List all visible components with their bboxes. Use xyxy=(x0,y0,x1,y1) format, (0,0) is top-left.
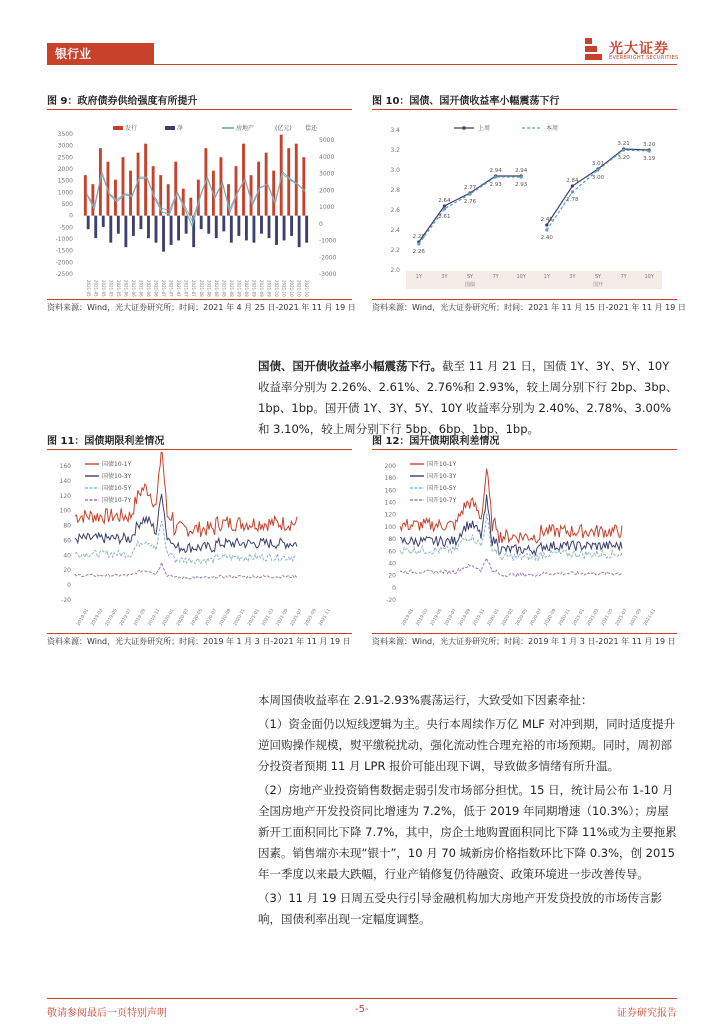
f12-legend-label: 国开10-7Y xyxy=(427,497,457,504)
f12-x-tick: 2019-07 xyxy=(444,608,458,627)
fig9-bar-issue xyxy=(167,184,170,216)
fig10-x-tick: 5Y xyxy=(594,274,602,280)
fig10-data-label: 2.93 xyxy=(489,182,502,188)
fig9-title-rule xyxy=(47,109,352,110)
fig11-title-rule xyxy=(47,449,352,450)
f12-x-tick: 2019-05 xyxy=(429,608,444,627)
f11-x-tick: 2021-01 xyxy=(247,608,261,627)
f12-y-tick: 120 xyxy=(384,511,396,519)
fig9-source-rule xyxy=(47,299,352,300)
fig10-x-tick: 5Y xyxy=(466,274,474,280)
fig10-x-tick: 7Y xyxy=(620,274,627,280)
fig10-y-tick: 3.2 xyxy=(390,147,400,154)
fig9-x-tick: 2021-08 xyxy=(221,280,227,297)
paragraph-yields-lead: 国债、国开债收益率小幅震荡下行。 xyxy=(258,359,442,373)
f12-x-tick: 2021-07 xyxy=(614,608,629,627)
fig9-bar-issue xyxy=(287,148,290,216)
fig12-title: 图 12：国开债期限利差情况 xyxy=(372,436,500,447)
paragraph-yields xyxy=(258,356,678,440)
fig10-y-tick: 2.2 xyxy=(390,247,400,254)
fig9-bar-repay xyxy=(253,216,256,243)
fig10-data-label: 3.20 xyxy=(617,155,630,161)
fig9-bar-repay xyxy=(177,216,180,241)
f11-legend-label: 国债10-1Y xyxy=(102,461,132,468)
fig9-x-tick: 2021-07 xyxy=(161,280,167,297)
fig9-x-tick: 2021-05 xyxy=(93,280,99,297)
fig9-x-tick: 2021-07 xyxy=(183,280,189,297)
fig9-x-tick: 2021-07 xyxy=(176,280,182,297)
fig9-x-tick: 2021-10 xyxy=(281,280,287,297)
fig10-x-tick: 10Y xyxy=(516,274,526,280)
fig10-point xyxy=(545,223,548,226)
fig9-bar-issue xyxy=(189,198,192,216)
fig10-source: 资料来源：Wind，光大证券研究所；时间：2021 年 11 月 15 日-2021 年 11 月 19 日 xyxy=(372,303,686,312)
fig9-bar-repay xyxy=(200,216,203,230)
fig10-point xyxy=(648,149,651,152)
fig10-data-label: 2.26 xyxy=(412,249,425,255)
f12-y-tick: 40 xyxy=(388,560,396,568)
f11-x-tick: 2021-05 xyxy=(275,608,290,627)
legend-marker-lastweek xyxy=(462,126,466,130)
fig9-bar-repay xyxy=(268,216,271,239)
f11-y-tick: 80 xyxy=(63,522,71,530)
fig10-data-label: 2.84 xyxy=(566,178,579,184)
fig10-x-tick: 7Y xyxy=(492,274,499,280)
fig9-bar-repay xyxy=(245,216,248,241)
footer-disclaimer: 敬请参阅最后一页特别声明 xyxy=(47,1008,167,1019)
f11-legend-label: 国债10-3Y xyxy=(102,473,132,480)
fig9-bar-repay xyxy=(185,216,188,234)
fig10-y-tick: 3.0 xyxy=(390,167,400,174)
fig10-data-label: 2.61 xyxy=(438,214,451,220)
fig10-y-tick: 2.4 xyxy=(390,227,400,234)
f11-x-tick: 2021-07 xyxy=(289,608,304,627)
fig10-x-tick: 3Y xyxy=(569,274,576,280)
fig9-x-tick: 2021-07 xyxy=(191,280,197,297)
f11-y-tick: 160 xyxy=(59,463,71,470)
fig10-point xyxy=(494,175,497,178)
fig9-x-tick: 2021-08 xyxy=(206,280,212,297)
fig10-point xyxy=(571,190,574,193)
fig10-point xyxy=(417,242,420,245)
fig11-chart xyxy=(47,452,352,634)
fig9-left-tick: -1000 xyxy=(55,236,73,243)
fig9-bar-issue xyxy=(272,171,275,216)
fig9-x-tick: 2021-09 xyxy=(266,280,272,297)
fig10-point xyxy=(520,175,523,178)
header-rule xyxy=(47,64,677,65)
f12-series-line xyxy=(400,558,622,576)
fig9-x-tick: 2021-06 xyxy=(130,280,136,297)
section-tag: 银行业 xyxy=(47,43,154,65)
f12-y-tick: 160 xyxy=(384,487,396,495)
fig10-data-label: 3.21 xyxy=(617,141,630,147)
fig9-bar-issue xyxy=(182,189,185,216)
footer-rule xyxy=(47,998,677,999)
fig9-right-tick: 1000 xyxy=(319,204,335,211)
fig9-x-tick: 2021-05 xyxy=(108,280,114,297)
f12-y-tick: 180 xyxy=(384,475,396,483)
legend-swatch-net xyxy=(165,126,175,130)
f11-x-tick: 2020-01 xyxy=(161,608,176,627)
fig9-left-tick: 1500 xyxy=(57,177,73,185)
fig10-group-label: 国开 xyxy=(592,282,604,288)
fig9-bar-repay xyxy=(290,216,293,236)
paragraph-property: （2）房地产业投资销售数据走弱引发市场部分担忧。15 日，统计局公布 1-10 月全国房地产开发投资同比增速为 7.2%，低于 2019 年同期增速（10.3%）；房屋新开工面积同比下降 7.7%，其中，房企土地购置面积同比下降 11%或为主要拖累因素。销售端亦未现“银十”，10 月 70 城新房价格指数环比下降 0.3%，创 2015 年一季度以来最大跌幅，行业产销修复仍待融资、政策环境进一步改善传导。 xyxy=(258,783,677,881)
fig12-source-rule xyxy=(372,633,677,634)
fig9-x-tick: 2021-05 xyxy=(115,280,121,297)
f12-x-tick: 2021-11 xyxy=(643,608,658,627)
fig9-bar-issue xyxy=(144,144,147,216)
f11-x-tick: 2020-03 xyxy=(176,608,190,627)
f12-y-tick: 20 xyxy=(388,572,396,580)
fig10-point xyxy=(545,228,548,231)
fig9-left-tick: -2500 xyxy=(55,271,73,278)
fig9-right-tick: -2000 xyxy=(319,254,337,262)
fig9-bar-repay xyxy=(237,216,240,236)
f11-legend-label: 国债10-7Y xyxy=(102,497,132,504)
f11-x-tick: 2019-07 xyxy=(119,608,133,627)
fig9-bar-repay xyxy=(117,216,120,234)
f12-x-tick: 2020-01 xyxy=(486,608,501,627)
fig10-data-label: 3.01 xyxy=(591,161,605,167)
f12-x-tick: 2020-05 xyxy=(515,608,530,627)
fig9-x-tick: 2021-10 xyxy=(274,280,280,297)
paragraph-yields-body: 截至 11 月 21 日，国债 1Y、3Y、5Y、10Y 收益率分别为 2.26%、2.61%、2.76%和 2.93%，较上周分别下行 2bp、3bp、1bp、1bp。国开债 1Y、3Y、5Y、10Y 收益率分别为 2.40%、2.78%、3.00%和 3.10%，较上周分别下行 5bp、6bp、1bp、1bp。 xyxy=(258,359,678,436)
f12-x-tick: 2021-01 xyxy=(572,608,586,627)
fig9-bar-issue xyxy=(295,144,298,216)
logo-subtext: EVERBRIGHT SECURITIES xyxy=(609,55,679,61)
fig9-right-tick: -1000 xyxy=(319,237,337,245)
logo-text: 光大证券 xyxy=(609,41,669,57)
fig9-bar-repay xyxy=(215,216,218,239)
f12-x-tick: 2020-09 xyxy=(543,608,558,627)
fig10-x-tick: 1Y xyxy=(415,274,422,280)
fig10-x-tick: 3Y xyxy=(441,274,448,280)
fig9-x-tick: 2021-05 xyxy=(85,280,91,297)
fig9-bar-repay xyxy=(170,216,173,245)
fig9-x-tick: 2021-06 xyxy=(123,280,129,297)
f12-series-line xyxy=(400,514,622,561)
fig10-title-rule xyxy=(372,109,677,110)
f11-y-tick: 140 xyxy=(59,477,71,485)
fig10-point xyxy=(468,192,471,195)
fig12-title-rule xyxy=(372,449,677,450)
f12-y-tick: -20 xyxy=(386,597,396,604)
fig9-right-tick: 2000 xyxy=(319,187,335,195)
fig10-data-label: 2.77 xyxy=(463,185,477,191)
fig9-x-tick: 2021-06 xyxy=(146,280,152,297)
fig9-bar-repay xyxy=(94,216,97,239)
fig11-source: 资料来源：Wind，光大证券研究所；时间：2019 年 1 月 3 日-2021 年 11 月 19 日 xyxy=(47,637,351,646)
f11-x-tick: 2020-05 xyxy=(190,608,205,627)
f12-x-tick: 2019-09 xyxy=(458,608,473,627)
f11-x-tick: 2020-11 xyxy=(232,608,247,627)
fig9-bar-repay xyxy=(283,216,286,241)
fig9-bar-repay xyxy=(87,216,90,230)
fig9-x-tick: 2021-07 xyxy=(168,280,174,297)
fig11-title: 图 11：国债期限利差情况 xyxy=(47,436,165,447)
legend-label-issue: 发行 xyxy=(125,125,138,132)
fig9-x-tick: 2021-08 xyxy=(198,280,204,297)
fig9-bar-issue xyxy=(129,171,132,216)
f11-y-tick: 40 xyxy=(63,552,71,560)
fig10-chart xyxy=(372,112,677,300)
fig10-source-rule xyxy=(372,299,677,300)
f12-y-tick: 60 xyxy=(388,548,396,556)
fig9-x-tick: 2021-09 xyxy=(251,280,257,297)
f11-x-tick: 2019-05 xyxy=(104,608,119,627)
fig9-left-tick: 2000 xyxy=(57,166,73,173)
legend-label-net: 净 xyxy=(177,125,184,132)
paragraph-rumor: （3）11 月 19 日周五受央行引导金融机构加大房地产开发贷投放的市场传言影响，国债利率出现一定幅度调整。 xyxy=(258,891,663,926)
fig9-x-tick: 2021-06 xyxy=(153,280,159,297)
fig9-x-tick: 2021-10 xyxy=(296,280,302,297)
f11-x-tick: 2021-11 xyxy=(318,608,333,627)
f12-legend-label: 国开10-3Y xyxy=(427,473,457,480)
fig10-y-tick: 2.6 xyxy=(390,207,400,214)
fig10-x-tick: 10Y xyxy=(644,274,654,280)
fig10-data-label: 2.40 xyxy=(540,235,553,241)
fig9-bar-repay xyxy=(109,216,112,243)
fig9-bar-repay xyxy=(132,216,135,236)
f12-x-tick: 2020-11 xyxy=(557,608,572,627)
fig9-bar-issue xyxy=(84,175,87,216)
fig10-y-tick: 2.0 xyxy=(390,267,400,274)
fig9-bar-repay xyxy=(102,216,105,227)
fig10-data-label: 2.78 xyxy=(566,197,579,203)
f12-x-tick: 2019-01 xyxy=(401,608,416,627)
fig9-bar-repay xyxy=(155,216,158,243)
f11-series-line xyxy=(75,562,297,579)
fig9-bar-issue xyxy=(91,184,94,216)
fig9-left-tick: -1500 xyxy=(55,247,73,255)
legend-label-lastweek: 上周 xyxy=(478,125,491,132)
fig9-bar-repay xyxy=(305,216,308,243)
fig9-chart xyxy=(47,112,352,300)
f11-x-tick: 2021-03 xyxy=(261,608,276,627)
fig9-bar-repay xyxy=(140,216,143,230)
f11-y-tick: 0 xyxy=(67,582,71,590)
fig10-x-tick: 1Y xyxy=(543,274,550,280)
fig9-left-tick: 500 xyxy=(61,201,73,208)
fig9-x-tick: 2021-05 xyxy=(100,280,106,297)
fig9-x-tick: 2021-06 xyxy=(138,280,144,297)
fig10-point xyxy=(571,184,574,187)
fig9-left-tick: -500 xyxy=(59,224,73,232)
fig10-y-tick: 3.4 xyxy=(390,127,400,134)
fig10-group-label: 国债 xyxy=(464,282,476,288)
fig10-data-label: 2.93 xyxy=(515,182,528,188)
fig9-bar-repay xyxy=(124,216,127,248)
f11-x-tick: 2019-09 xyxy=(133,608,148,627)
f12-y-tick: 100 xyxy=(384,523,396,531)
fig9-bar-repay xyxy=(260,216,263,234)
fig9-bar-repay xyxy=(147,216,150,239)
fig10-point xyxy=(443,204,446,207)
fig11-source-rule xyxy=(47,633,352,634)
f12-x-tick: 2019-11 xyxy=(472,608,487,627)
fig9-left-tick: 3000 xyxy=(57,142,73,150)
fig9-x-tick: 2021-09 xyxy=(259,280,265,297)
f12-legend-label: 国开10-5Y xyxy=(427,485,457,492)
fig10-data-label: 2.76 xyxy=(463,199,477,205)
fig10-data-label: 2.94 xyxy=(489,168,502,174)
fig9-bar-repay xyxy=(207,216,210,234)
fig9-bar-repay xyxy=(298,216,301,248)
fig9-right-tick: 0 xyxy=(319,220,323,228)
fig10-data-label: 2.45 xyxy=(540,217,553,223)
fig10-data-label: 3.20 xyxy=(643,142,656,148)
fig9-x-tick: 2021-09 xyxy=(243,280,249,297)
f12-x-tick: 2020-03 xyxy=(501,608,515,627)
f12-x-tick: 2021-05 xyxy=(600,608,615,627)
fig10-y-tick: 2.8 xyxy=(390,187,400,194)
fig10-data-label: 2.94 xyxy=(515,168,528,174)
fig9-bar-issue xyxy=(174,162,177,216)
paragraph-liquidity: （1）资金面仍以短线逻辑为主。央行本周续作万亿 MLF 对冲到期，同时适度提升逆回购操作规模，熨平缴税扰动，强化流动性合理充裕的市场预期。同时，周初部分投资者预期 11 月 LPR 报价可能出现下调，导致做多情绪有所升温。 xyxy=(258,717,676,773)
fig9-right-tick: 4000 xyxy=(319,153,335,161)
fig9-bar-repay xyxy=(230,216,233,243)
fig9-left-tick: 0 xyxy=(69,212,73,220)
fig9-right-tick: -3000 xyxy=(319,271,337,278)
f11-x-tick: 2020-07 xyxy=(204,608,219,627)
f11-y-tick: 120 xyxy=(59,492,71,500)
fig9-x-tick: 2021-08 xyxy=(228,280,234,297)
fig12-source: 资料来源：Wind，光大证券研究所；时间：2019 年 1 月 3 日-2021 年 11 月 19 日 xyxy=(372,637,676,646)
fig10-data-label: 2.28 xyxy=(412,234,425,240)
f12-x-tick: 2021-09 xyxy=(629,608,643,627)
fig9-x-tick: 2021-08 xyxy=(213,280,219,297)
fig9-bar-repay xyxy=(275,216,278,245)
fig9-bar-issue xyxy=(235,166,238,216)
fig9-bar-issue xyxy=(302,157,305,216)
legend-label-thisweek: 本周 xyxy=(546,125,559,132)
fig10-title: 图 10：国债、国开债收益率小幅震荡下行 xyxy=(372,96,560,107)
fig9-x-tick: 2021-10 xyxy=(304,280,310,297)
legend-label-line: 房地产 xyxy=(236,125,255,132)
f12-y-tick: 80 xyxy=(388,536,396,544)
f11-x-tick: 2020-09 xyxy=(218,608,233,627)
f12-legend-label: 国开10-1Y xyxy=(427,461,457,468)
fig9-right-tick: 3000 xyxy=(319,170,335,178)
fig10-point xyxy=(443,207,446,210)
f11-x-tick: 2019-01 xyxy=(76,608,91,627)
f11-y-tick: 60 xyxy=(63,537,71,545)
fig9-bar-repay xyxy=(162,216,165,252)
f11-x-tick: 2019-11 xyxy=(147,608,162,627)
legend-label-repay: 偿还 xyxy=(305,125,318,132)
fig10-point xyxy=(622,148,625,151)
fig9-title: 图 9：政府债券供给强度有所提升 xyxy=(47,96,198,107)
f11-y-tick: 20 xyxy=(63,567,71,575)
fig9-right-tick: 5000 xyxy=(319,137,335,144)
fig10-data-label: 3.00 xyxy=(591,175,605,181)
f11-y-tick: 100 xyxy=(59,507,71,515)
fig10-data-label: 3.19 xyxy=(643,156,656,162)
fig9-left-tick: 3500 xyxy=(57,131,73,138)
legend-swatch-issue xyxy=(113,126,123,130)
footer-report-type: 证券研究报告 xyxy=(617,1008,677,1019)
page-number: -5- xyxy=(355,1004,369,1015)
fig9-source: 资料来源：Wind，光大证券研究所；时间：2021 年 4 月 25 日-2021 年 11 月 19 日 xyxy=(47,303,356,312)
f12-y-tick: 0 xyxy=(392,584,396,592)
fig10-data-label: 2.64 xyxy=(438,198,451,204)
fig9-x-tick: 2021-09 xyxy=(236,280,242,297)
f12-y-tick: 140 xyxy=(384,499,396,507)
fig9-left-tick: 1000 xyxy=(57,189,73,197)
f11-y-tick: -20 xyxy=(61,597,71,604)
fig9-bar-repay xyxy=(222,216,225,232)
f12-y-tick: 200 xyxy=(384,463,396,470)
fig12-chart xyxy=(372,452,677,634)
paragraph-intro: 本周国债收益率在 2.91-2.93%震荡运行，大致受如下因素牵扯： xyxy=(258,693,593,707)
f12-x-tick: 2019-03 xyxy=(415,608,430,627)
fig10-point xyxy=(596,168,599,171)
f12-x-tick: 2021-03 xyxy=(586,608,601,627)
f11-x-tick: 2021-09 xyxy=(304,608,318,627)
f12-x-tick: 2020-07 xyxy=(529,608,544,627)
f11-legend-label: 国债10-5Y xyxy=(102,485,132,492)
fig9-left-tick: -2000 xyxy=(55,259,73,267)
fig9-bar-issue xyxy=(122,157,125,216)
fig9-x-tick: 2021-10 xyxy=(289,280,295,297)
fig9-left-tick: 2500 xyxy=(57,154,73,162)
f11-x-tick: 2019-03 xyxy=(90,608,105,627)
legend-label-unit: (亿元) xyxy=(275,125,292,132)
